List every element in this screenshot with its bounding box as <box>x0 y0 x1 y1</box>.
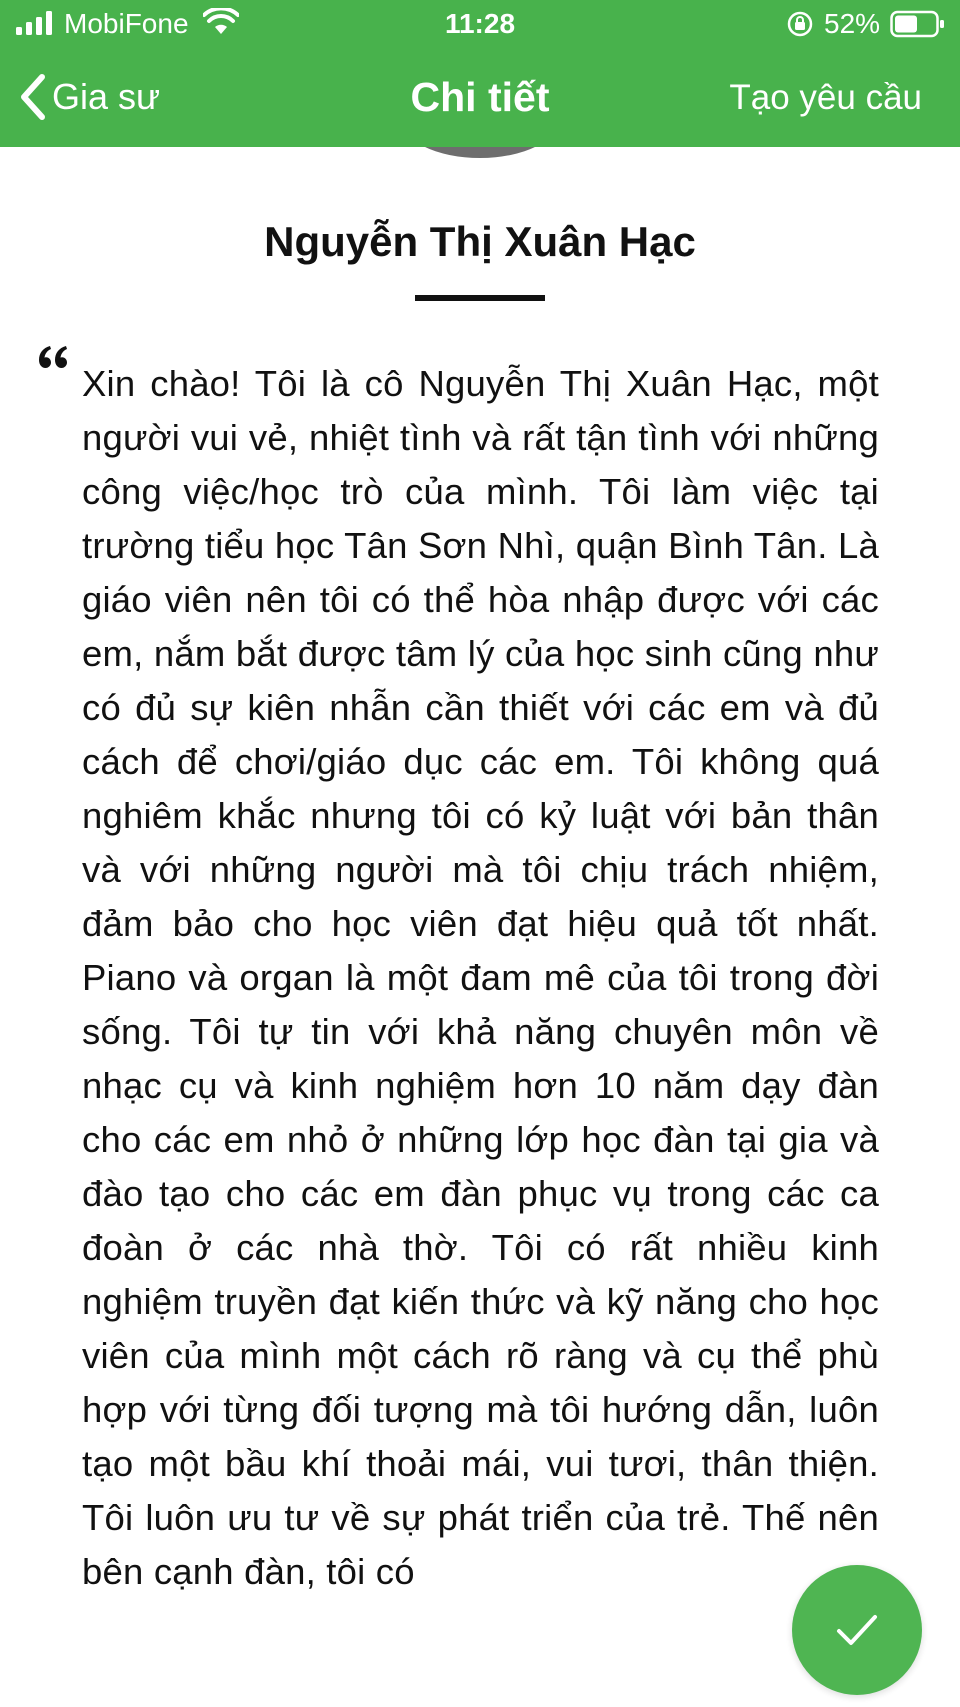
back-label: Gia sư <box>52 76 161 117</box>
app-header <box>0 0 960 147</box>
create-request-button[interactable]: Tạo yêu cầu <box>729 78 922 117</box>
check-icon <box>835 1612 879 1648</box>
page-title: Chi tiết <box>410 74 550 120</box>
status-time: 11:28 <box>444 8 516 39</box>
battery-percent: 52% <box>824 8 881 39</box>
confirm-button[interactable] <box>792 1565 922 1695</box>
status-bar <box>0 0 960 48</box>
battery-icon <box>890 10 946 38</box>
nav-bar <box>0 52 960 142</box>
carrier-name: MobiFone <box>64 8 189 39</box>
chevron-left-icon <box>18 73 46 121</box>
back-button[interactable] <box>18 66 160 128</box>
quote-icon <box>38 344 68 370</box>
divider <box>415 295 545 301</box>
tutor-name: Nguyễn Thị Xuân Hạc <box>264 218 696 266</box>
lock-rotation-icon <box>786 10 814 38</box>
tutor-bio: Xin chào! Tôi là cô Nguyễn Thị Xuân Hạc, một người vui vẻ, nhiệt tình và rất tận tình với những công việc/học trò của mình. Tôi làm việc tại trường tiểu học Tân Sơn Nhì, quận Bình Tân. Là giáo viên nên tôi có thể hòa nhập được với các em, nắm bắt được tâm lý của học sinh cũng như có đủ sự kiên nhẫn cần thiết với các em và đủ cách để chơi/giáo dục các em. Tôi không quá nghiêm khắc nhưng tôi có kỷ luật với bản thân và với những người mà tôi chịu trách nhiệm, đảm bảo cho học viên đạt hiệu quả tốt nhất. Piano và organ là một đam mê của tôi trong đời sống. Tôi tự tin với khả năng chuyên môn về nhạc cụ và kinh nghiệm hơn 10 năm dạy đàn cho các em nhỏ ở những lớp học đàn tại gia và đào tạo cho các em đàn phục vụ trong các ca đoàn ở các nhà thờ. Tôi có rất nhiều kinh nghiệm truyền đạt kiến thức và kỹ năng cho học viên của mình một cách rõ ràng và cụ thể phù hợp với từng đối tượng mà tôi hướng dẫn, luôn tạo một bầu khí thoải mái, vui tươi, thân thiện. Tôi luôn ưu tư về sự phát triển của trẻ. Thế nên bên cạnh đàn, tôi có <box>82 363 879 1592</box>
